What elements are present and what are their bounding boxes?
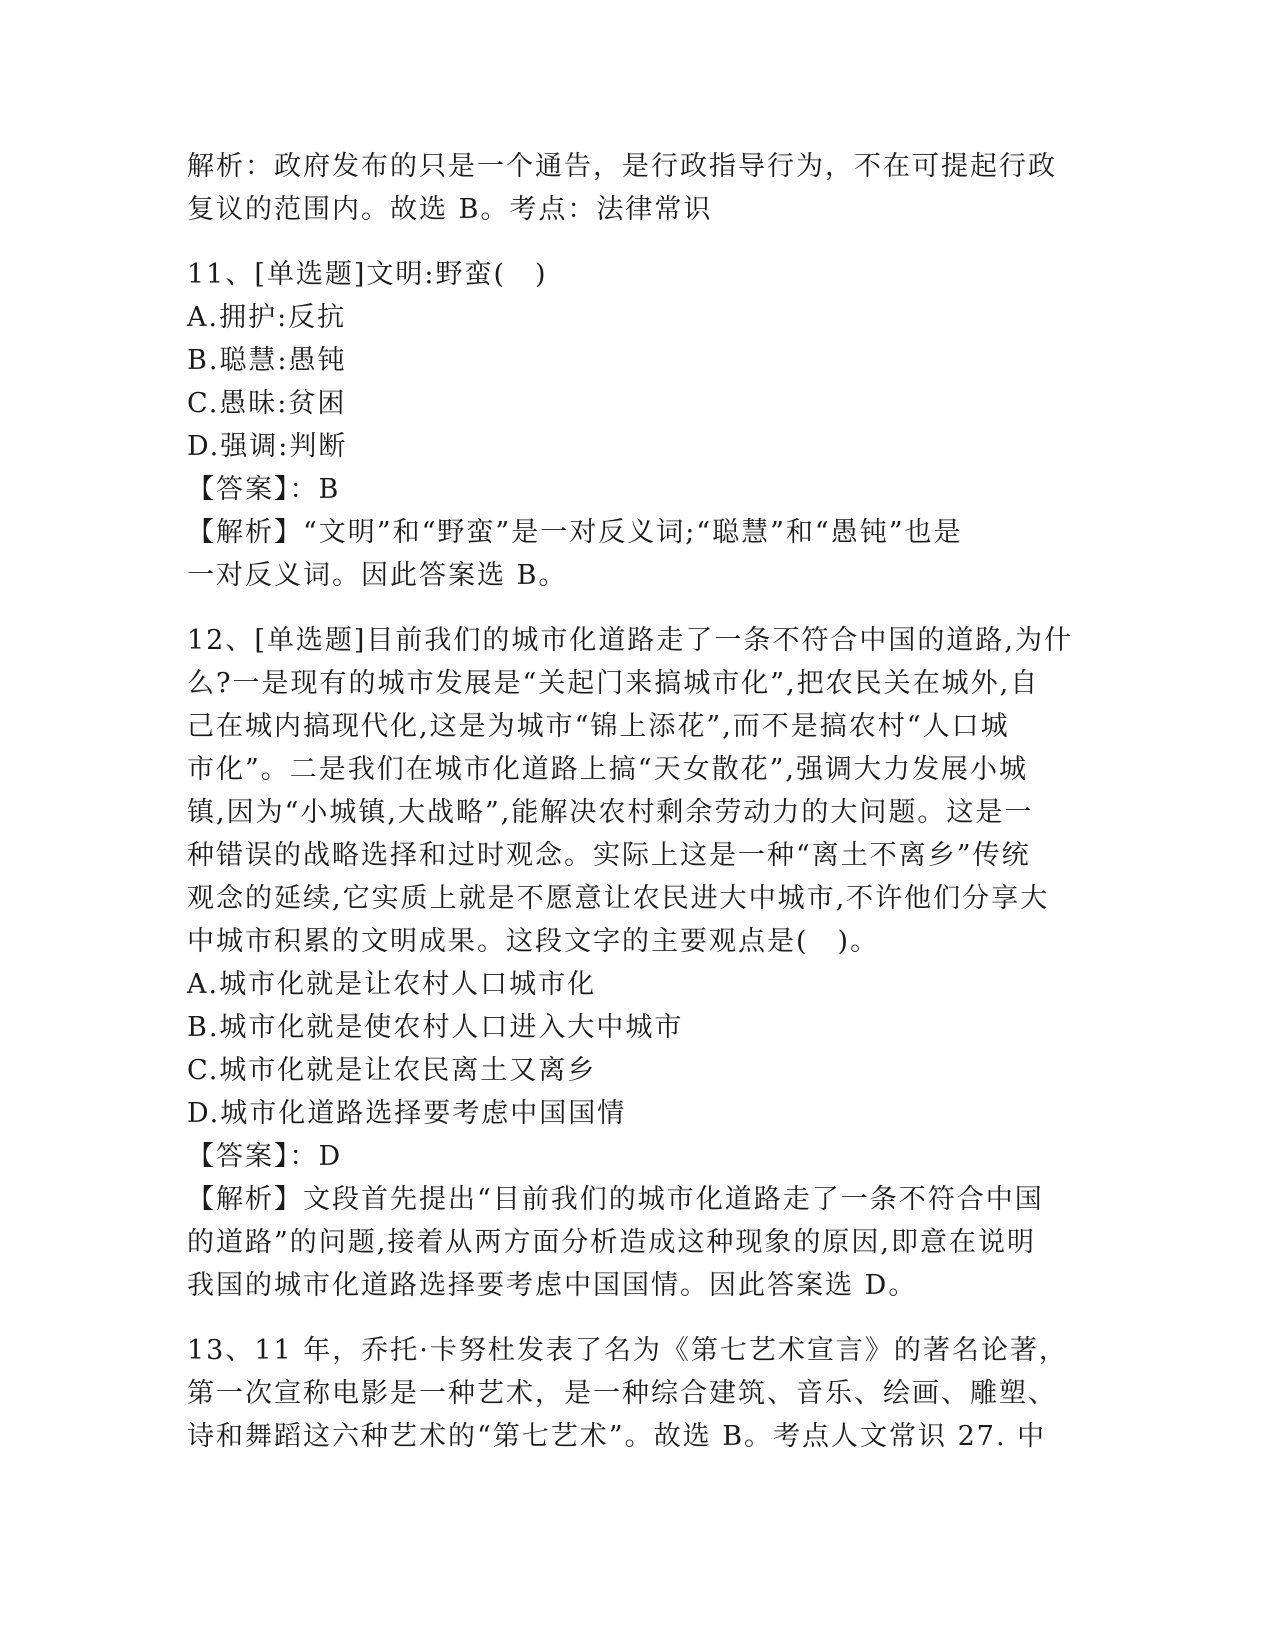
analysis-line: 的道路”的问题,接着从两方面分析造成这种现象的原因,即意在说明 xyxy=(187,1227,1036,1258)
analysis-line: 【解析】文段首先提出“目前我们的城市化道路走了一条不符合中国 xyxy=(187,1184,1044,1215)
text-line: 解析：政府发布的只是一个通告，是行政指导行为，不在可提起行政 xyxy=(187,151,1057,182)
question-stem-line: 12、[单选题]目前我们的城市化道路走了一条不符合中国的道路,为什 xyxy=(187,625,1074,656)
document-page xyxy=(187,145,1087,1458)
text-line: 诗和舞蹈这六种艺术的“第七艺术”。故选 B。考点人文常识 27. 中 xyxy=(187,1421,1047,1452)
option-c: C.愚昧:贫困 xyxy=(187,388,347,419)
question-stem-line: 己在城内搞现代化,这是为城市“锦上添花”,而不是搞农村“人口城 xyxy=(187,711,1010,742)
question-stem-line: 市化”。二是我们在城市化道路上搞“天女散花”,强调大力发展小城 xyxy=(187,754,1028,785)
answer: 【答案】：D xyxy=(187,1141,343,1172)
question-stem: 11、[单选题]文明:野蛮( ) xyxy=(187,259,548,290)
question-stem-line: 么?一是现有的城市发展是“关起门来搞城市化”,把农民关在城外,自 xyxy=(187,668,1040,699)
option-d: D.城市化道路选择要考虑中国国情 xyxy=(187,1098,627,1129)
text-line: 13、11 年，乔托·卡努杜发表了名为《第七艺术宣言》的著名论著， xyxy=(187,1335,1068,1366)
answer: 【答案】：B xyxy=(187,474,341,505)
question-11 xyxy=(187,253,1087,597)
option-a: A.拥护:反抗 xyxy=(187,302,347,333)
question-stem-line: 中城市积累的文明成果。这段文字的主要观点是( )。 xyxy=(187,926,880,957)
question-13 xyxy=(187,1329,1087,1458)
option-b: B.聪慧:愚钝 xyxy=(187,345,347,376)
question-stem-line: 种错误的战略选择和过时观念。实际上这是一种“离土不离乡”传统 xyxy=(187,840,1031,871)
analysis-line: 【解析】“文明”和“野蛮”是一对反义词;“聪慧”和“愚钝”也是 xyxy=(187,517,963,548)
question-12 xyxy=(187,619,1087,1307)
text-line: 复议的范围内。故选 B。考点：法律常识 xyxy=(187,194,713,225)
option-c: C.城市化就是让农民离土又离乡 xyxy=(187,1055,597,1086)
option-b: B.城市化就是使农村人口进入大中城市 xyxy=(187,1012,684,1043)
option-a: A.城市化就是让农村人口城市化 xyxy=(187,969,597,1000)
question-stem-line: 镇,因为“小城镇,大战略”,能解决农村剩余劳动力的大问题。这是一 xyxy=(187,797,1034,828)
option-d: D.强调:判断 xyxy=(187,431,348,462)
question-stem-line: 观念的延续,它实质上就是不愿意让农民进大中城市,不许他们分享大 xyxy=(187,883,1050,914)
analysis-line: 一对反义词。因此答案选 B。 xyxy=(187,560,568,591)
text-line: 第一次宣称电影是一种艺术，是一种综合建筑、音乐、绘画、雕塑、 xyxy=(187,1378,1057,1409)
intro-analysis xyxy=(187,145,1087,231)
analysis-line: 我国的城市化道路选择要考虑中国国情。因此答案选 D。 xyxy=(187,1270,918,1301)
